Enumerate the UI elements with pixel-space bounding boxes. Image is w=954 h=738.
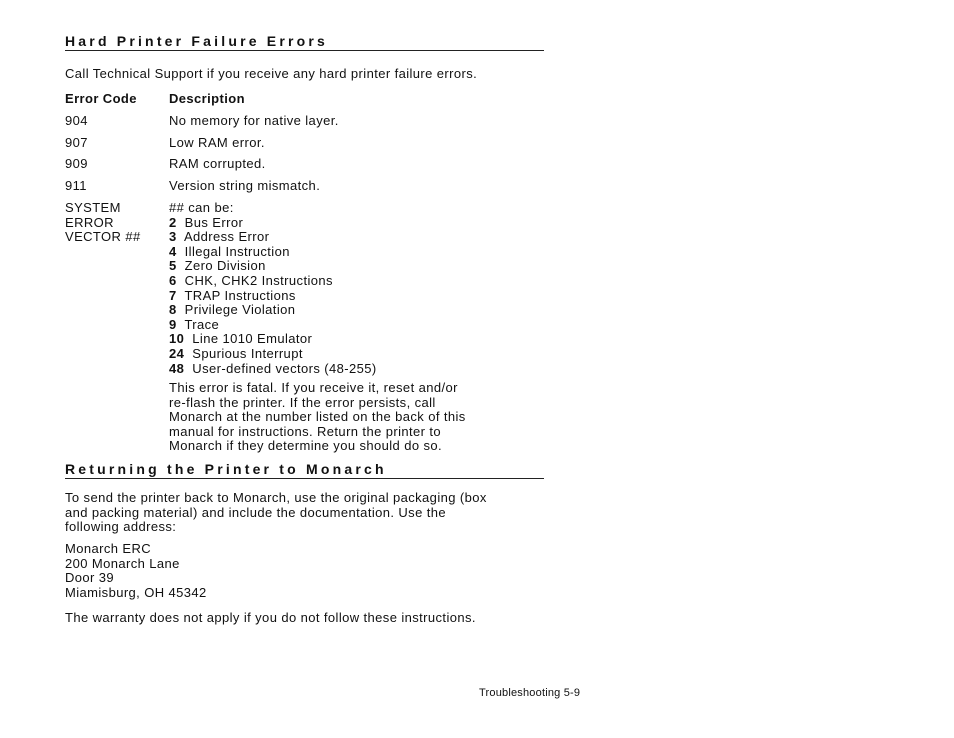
return-address: Monarch ERC 200 Monarch Lane Door 39 Miamisburg, OH 45342 (65, 541, 207, 600)
error-code: 907 (65, 135, 88, 150)
section-heading-hard-failure: Hard Printer Failure Errors (65, 33, 544, 51)
error-code: 911 (65, 178, 87, 193)
vector-intro: ## can be: (169, 200, 234, 215)
system-error-code: SYSTEM ERROR VECTOR ## (65, 200, 141, 245)
vector-item: 9 Trace (169, 316, 220, 332)
vector-item: 10 Line 1010 Emulator (169, 331, 313, 347)
error-code: 909 (65, 156, 88, 171)
vector-item: 5 Zero Division (169, 258, 266, 274)
vector-item: 24 Spurious Interrupt (169, 345, 303, 361)
column-header-description: Description (169, 91, 245, 106)
fatal-error-note: This error is fatal. If you receive it, reset and/or re-flash the printer. If the error persists, call Monarch at the number listed on the back of this manual for instructions. Return the printer to Monarch if they determine you should do so. (169, 380, 466, 454)
error-description: Version string mismatch. (169, 178, 321, 193)
warranty-note: The warranty does not apply if you do not follow these instructions. (65, 610, 476, 625)
returning-intro: To send the printer back to Monarch, use the original packaging (box and packing material) and include the documentation. Use the following address: (65, 490, 487, 535)
error-description: Low RAM error. (169, 135, 265, 150)
error-description: RAM corrupted. (169, 156, 266, 171)
error-code: 904 (65, 113, 88, 128)
vector-item: 8 Privilege Violation (169, 302, 296, 318)
column-header-error-code: Error Code (65, 91, 137, 106)
vector-item: 7 TRAP Instructions (169, 287, 296, 303)
page-footer: Troubleshooting 5-9 (479, 687, 581, 699)
vector-item: 3 Address Error (169, 229, 270, 245)
system-error-description (169, 201, 377, 376)
hard-failure-intro: Call Technical Support if you receive any hard printer failure errors. (65, 66, 478, 81)
section-heading-returning-printer: Returning the Printer to Monarch (65, 461, 544, 479)
vector-item: 48 User-defined vectors (48-255) (169, 360, 377, 376)
vector-item: 6 CHK, CHK2 Instructions (169, 272, 333, 288)
error-description: No memory for native layer. (169, 113, 339, 128)
vector-item: 2 Bus Error (169, 214, 244, 230)
vector-item: 4 Illegal Instruction (169, 243, 290, 259)
